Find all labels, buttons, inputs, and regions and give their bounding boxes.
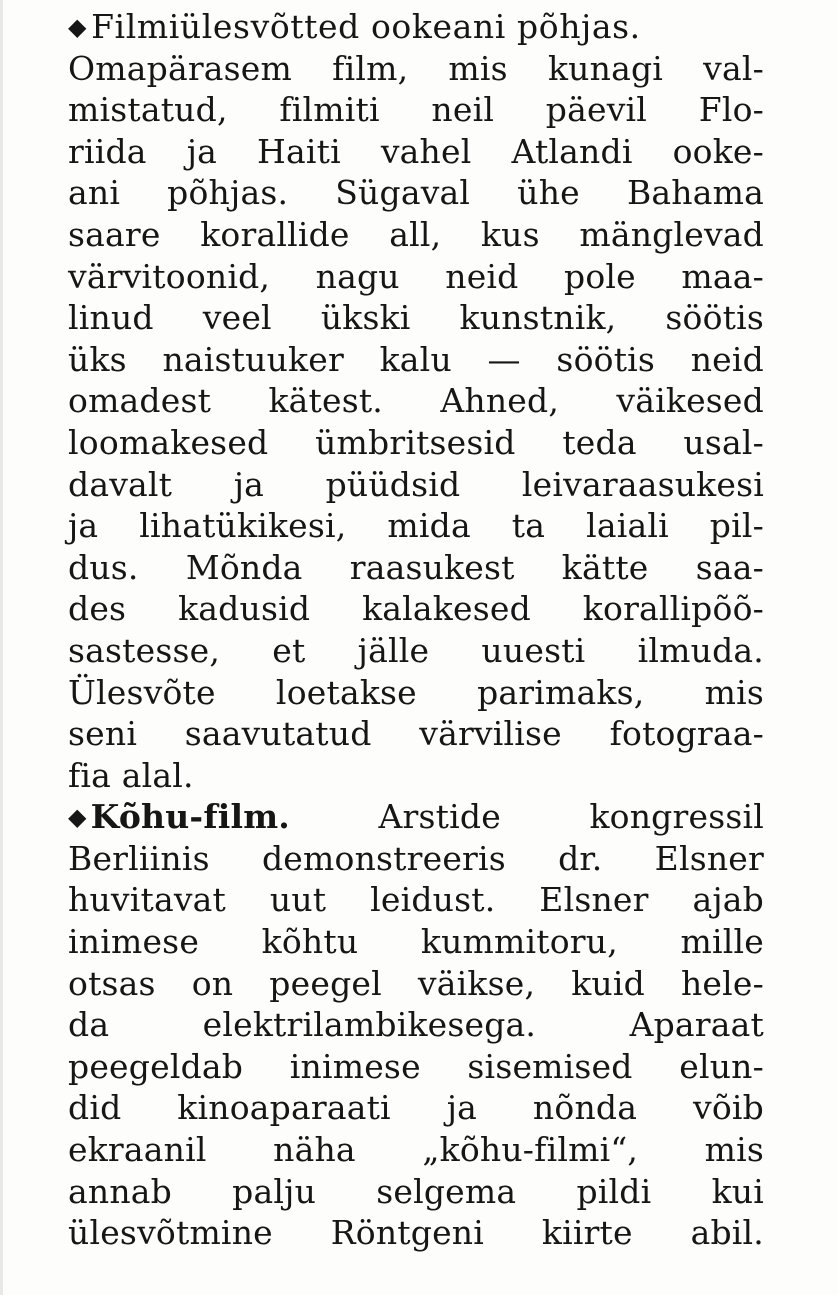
diamond-bullet-icon: ◆	[68, 13, 88, 41]
body-line: ülesvõtmine Röntgeni kiirte abil.	[68, 1213, 764, 1253]
diamond-bullet-icon: ◆	[68, 803, 87, 832]
body-line: inimese kõhtu kummitoru, mille	[68, 922, 764, 962]
body-line: värvitoonid, nagu neid pole maa-	[68, 256, 764, 296]
article-heading	[68, 6, 764, 48]
body-line: linud veel ükski kunstnik, söötis	[68, 298, 764, 338]
body-line: omadest kätest. Ahned, väikesed	[68, 381, 764, 421]
body-line: davalt ja püüdsid leivaraasukesi	[68, 464, 764, 504]
body-line: Ülesvõte loetakse parimaks, mis	[68, 672, 764, 712]
body-line: loomakesed ümbritsesid teda usal-	[68, 422, 764, 462]
article-underwater-filming	[68, 6, 764, 796]
body-line: üks naistuuker kalu — söötis neid	[68, 339, 764, 379]
body-line: mistatud, filmiti neil päevil Flo-	[68, 90, 764, 130]
body-line: da elektrilambikesega. Aparaat	[68, 1005, 764, 1045]
body-line-start: Arstide kongressil	[290, 797, 764, 837]
body-line: annab palju selgema pildi kui	[68, 1171, 764, 1211]
body-line: Omapärasem film, mis kunagi val-	[68, 48, 764, 88]
body-line: ekraanil näha „kõhu-filmi“, mis	[68, 1130, 764, 1170]
article-heading	[68, 796, 764, 838]
article-title: Filmiülesvõtted ookeani põhjas.	[91, 7, 641, 46]
body-line-last: fia alal.	[68, 755, 194, 795]
body-line: peegeldab inimese sisemised elun-	[68, 1046, 764, 1086]
body-line: ani põhjas. Sügaval ühe Bahama	[68, 173, 764, 213]
body-line: saare korallide all, kus mänglevad	[68, 214, 764, 254]
body-line: sastesse, et jälle uuesti ilmuda.	[68, 630, 764, 670]
body-line: otsas on peegel väikse, kuid hele-	[68, 963, 764, 1003]
scan-edge	[0, 0, 3, 1295]
body-line: seni saavutatud värvilise fotograa-	[68, 714, 764, 754]
body-line: Berliinis demonstreeris dr. Elsner	[68, 838, 764, 878]
article-stomach-film	[68, 796, 764, 1254]
article-title: Kõhu-film.	[90, 797, 290, 837]
body-line: huvitavat uut leidust. Elsner ajab	[68, 880, 764, 920]
text-column	[68, 6, 764, 1254]
body-line: dus. Mõnda raasukest kätte saa-	[68, 547, 764, 587]
body-line: riida ja Haiti vahel Atlandi ooke-	[68, 131, 764, 171]
body-line: des kadusid kalakesed korallipõõ-	[68, 589, 764, 629]
body-line: did kinoaparaati ja nõnda võib	[68, 1088, 764, 1128]
body-line: ja lihatükikesi, mida ta laiali pil-	[68, 506, 764, 546]
